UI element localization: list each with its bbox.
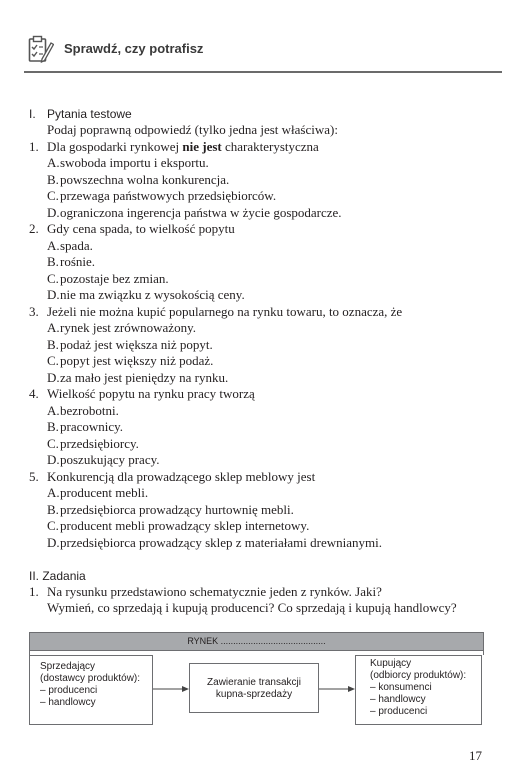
- option-text: przedsiębiorca prowadzący sklep z materiałami drewnianymi.: [60, 535, 382, 550]
- section-numeral: I.: [29, 107, 36, 121]
- checklist-pencil-icon: [28, 35, 54, 65]
- option-letter: A.: [47, 403, 60, 418]
- buyers-box: [355, 655, 482, 725]
- question-text: Jeżeli nie można kupić popularnego na rynku towaru, to oznacza, że: [47, 304, 403, 319]
- sellers-subheading: (dostawcy produktów):: [40, 673, 141, 684]
- transaction-line: kupna-sprzedaży: [215, 689, 293, 700]
- question-number: 1.: [29, 139, 39, 154]
- option-text: rośnie.: [60, 254, 96, 269]
- option-letter: A.: [47, 320, 60, 335]
- buyers-item: – producenci: [370, 706, 428, 717]
- option-text: producent mebli prowadzący sklep internetowy.: [60, 518, 310, 533]
- market-diagram: [29, 632, 484, 732]
- market-label: RYNEK ..........................................: [29, 632, 484, 651]
- sellers-box: [29, 655, 153, 725]
- option-text: producent mebli.: [60, 485, 149, 500]
- option-letter: B.: [47, 337, 59, 352]
- transaction-line: Zawieranie transakcji: [207, 677, 301, 688]
- task-text: Wymień, co sprzedają i kupują producenci? Co sprzedają i kupują handlowcy?: [47, 600, 457, 615]
- option-text: pracownicy.: [60, 419, 124, 434]
- question-text: Wielkość popytu na rynku pracy tworzą: [47, 386, 255, 401]
- question-text: Konkurencją dla prowadzącego sklep meblowy jest: [47, 469, 316, 484]
- option-text: za mało jest pieniędzy na rynku.: [60, 370, 229, 385]
- option-text: swoboda importu i eksportu.: [60, 155, 209, 170]
- option-letter: C.: [47, 353, 59, 368]
- question-number: 3.: [29, 304, 39, 319]
- option-letter: B.: [47, 502, 59, 517]
- option-letter: A.: [47, 485, 60, 500]
- buyers-subheading: (odbiorcy produktów):: [370, 670, 467, 681]
- option-letter: B.: [47, 419, 59, 434]
- option-letter: C.: [47, 436, 59, 451]
- task-text: Na rysunku przedstawiono schematycznie jeden z rynków. Jaki?: [47, 584, 382, 599]
- option-text: poszukujący pracy.: [60, 452, 160, 467]
- arrow-right-icon: [153, 683, 189, 695]
- section-heading: Pytania testowe: [47, 107, 132, 121]
- sellers-item: – producenci: [40, 685, 98, 696]
- arrow-right-icon: [319, 683, 355, 695]
- option-letter: C.: [47, 518, 59, 533]
- question-text: Gdy cena spada, to wielkość popytu: [47, 221, 235, 236]
- header-divider: [24, 71, 502, 73]
- section-heading: II. Zadania: [29, 569, 86, 583]
- option-text: przewaga państwowych przedsiębiorców.: [60, 188, 277, 203]
- instruction-text: Podaj poprawną odpowiedź (tylko jedna jest właściwa):: [47, 122, 338, 137]
- option-letter: C.: [47, 188, 59, 203]
- option-text: bezrobotni.: [60, 403, 119, 418]
- sellers-item: – handlowcy: [40, 697, 96, 708]
- option-text: przedsiębiorcy.: [60, 436, 139, 451]
- option-text: popyt jest większy niż podaż.: [60, 353, 214, 368]
- buyers-heading: Kupujący: [370, 658, 412, 669]
- buyers-item: – handlowcy: [370, 694, 426, 705]
- task-number: 1.: [29, 584, 39, 599]
- option-letter: D.: [47, 370, 60, 385]
- option-text: pozostaje bez zmian.: [60, 271, 169, 286]
- option-text: przedsiębiorca prowadzący hurtownię mebli.: [60, 502, 294, 517]
- question-text: Dla gospodarki rynkowej nie jest charakterystyczna: [47, 139, 319, 154]
- option-letter: D.: [47, 535, 60, 550]
- option-text: rynek jest zrównoważony.: [60, 320, 196, 335]
- section-title: Sprawdź, czy potrafisz: [64, 41, 204, 56]
- page-number: 17: [469, 748, 482, 763]
- section-header: [24, 33, 502, 73]
- option-text: powszechna wolna konkurencja.: [60, 172, 230, 187]
- buyers-item: – konsumenci: [370, 682, 432, 693]
- option-text: nie ma związku z wysokością ceny.: [60, 287, 245, 302]
- option-letter: D.: [47, 287, 60, 302]
- option-letter: C.: [47, 271, 59, 286]
- option-text: ograniczona ingerencja państwa w życie gospodarcze.: [60, 205, 342, 220]
- option-letter: D.: [47, 452, 60, 467]
- option-letter: B.: [47, 254, 59, 269]
- sellers-heading: Sprzedający: [40, 661, 96, 672]
- question-number: 4.: [29, 386, 39, 401]
- option-text: spada.: [60, 238, 93, 253]
- question-number: 5.: [29, 469, 39, 484]
- option-letter: A.: [47, 238, 60, 253]
- question-number: 2.: [29, 221, 39, 236]
- option-letter: B.: [47, 172, 59, 187]
- transaction-box: [189, 663, 319, 713]
- option-letter: A.: [47, 155, 60, 170]
- option-letter: D.: [47, 205, 60, 220]
- option-text: podaż jest większa niż popyt.: [60, 337, 213, 352]
